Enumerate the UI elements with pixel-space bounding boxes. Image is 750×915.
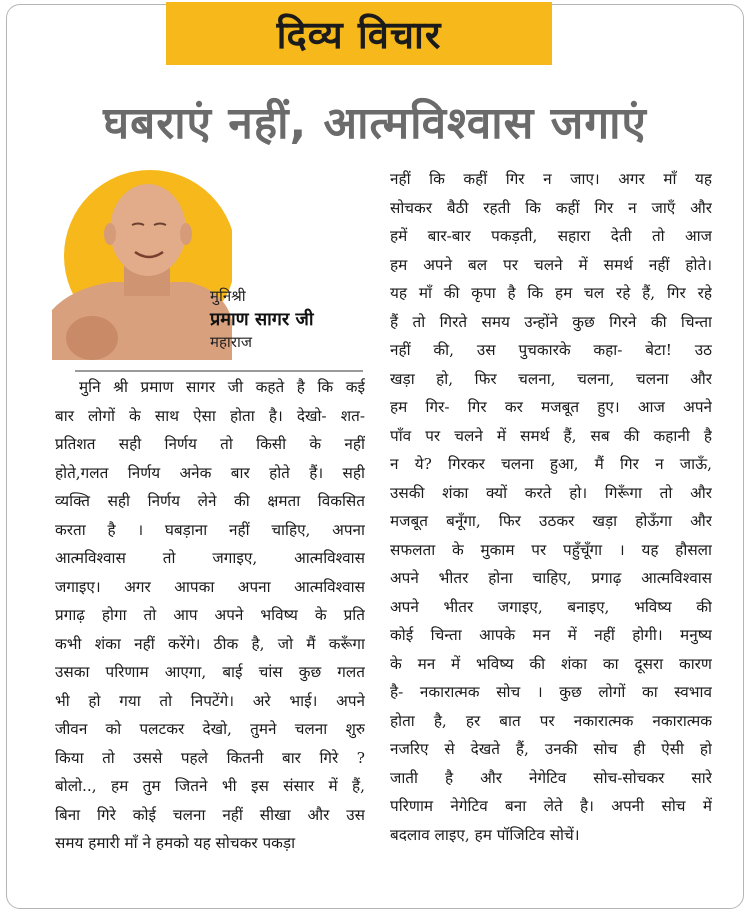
text-line: भी हो गया तो निपटेंगे। अरे भाई। अपने xyxy=(55,691,365,710)
text-line: पाँव पर चलने में समर्थ हैं, सब की कहानी है xyxy=(390,426,712,445)
text-line: प्रगाढ़ होगा तो आप अपने भविष्य के प्रति xyxy=(55,606,365,624)
author-photo xyxy=(52,170,232,360)
text-line: बार लोगों के साथ ऐसा होता है। देखो- शत- xyxy=(55,406,365,425)
text-line: हम गिर- गिर कर मजबूत हुए। आज अपने xyxy=(390,398,712,416)
left-text-column xyxy=(55,373,365,858)
text-line: न ये? गिरकर चलना हुआ, मैं गिर न जाऊँ, xyxy=(390,455,712,473)
text-line: सोचकर बैठी रहती कि कहीं गिर न जाएँ और xyxy=(390,198,712,217)
text-line: नजरिए से देखते हैं, उनकी सोच ही ऐसी हो xyxy=(390,740,712,758)
text-line: उसका परिणाम आएगा, बाई चांस कुछ गलत xyxy=(55,663,365,681)
text-line: होते,गलत निर्णय अनेक बार होते हैं। सही xyxy=(55,463,365,482)
right-ear xyxy=(180,223,192,245)
text-line: खड़ा हो, फिर चलना, चलना, चलना और xyxy=(390,369,712,388)
text-line: आत्मविश्वास तो जगाइए, आत्मविश्वास xyxy=(55,549,365,567)
text-line: है- नकारात्मक सोच । कुछ लोगों का स्वभाव xyxy=(390,683,712,701)
text-line: उसकी शंका क्यों करते हो। गिरूँगा तो और xyxy=(390,483,712,502)
right-text-column xyxy=(390,165,712,849)
text-line: प्रतिशत सही निर्णय तो किसी के नहीं xyxy=(55,435,365,453)
caption-honorific: महाराज xyxy=(210,333,252,351)
article-headline: घबराएं नहीं, आत्मविश्वास जगाएं xyxy=(103,98,647,149)
text-line: यह माँ की कृपा है कि हम चल रहे हैं, गिर रहे xyxy=(390,284,712,302)
text-line: व्यक्ति सही निर्णय लेने की क्षमता विकसित xyxy=(55,492,365,510)
text-line: मुनि श्री प्रमाण सागर जी कहते है कि कई xyxy=(79,378,365,396)
text-line: अपने भीतर जगाइए, बनाइए, भविष्य की xyxy=(390,597,712,616)
text-line: समय हमारी माँ ने हमको यह सोचकर पकड़ा xyxy=(55,834,296,852)
text-line: हैं तो गिरते समय उन्होंने कुछ गिरने की चिन्ता xyxy=(390,312,712,331)
text-line: नहीं कि कहीं गिर न जाए। अगर माँ यह xyxy=(390,170,712,188)
caption-title: मुनिश्री xyxy=(210,287,246,305)
text-line: हमें बार-बार पकड़ती, सहारा देती तो आज xyxy=(390,227,712,245)
text-line: बिना गिरे कोई चलना नहीं सीखा और उस xyxy=(55,805,365,824)
section-kicker: दिव्य विचार xyxy=(166,2,552,65)
text-line: अपने भीतर होना चाहिए, प्रगाढ़ आत्मविश्वास xyxy=(390,569,712,587)
text-line: मजबूत बनूँगा, फिर उठकर खड़ा होऊँगा और xyxy=(390,512,712,530)
text-line: जाती है और नेगेटिव सोच-सोचकर सारे xyxy=(390,768,712,787)
text-line: हम अपने बल पर चलने में समर्थ नहीं होते। xyxy=(390,255,712,274)
text-line: करता है । घबड़ाना नहीं चाहिए, अपना xyxy=(55,520,365,539)
text-line: जीवन को पलटकर देखो, तुमने चलना शुरु xyxy=(55,720,365,738)
head-shape xyxy=(110,184,186,276)
text-line: के मन में भविष्य की शंका का दूसरा कारण xyxy=(390,654,712,673)
text-line: होता है, हर बात पर नकारात्मक नकारात्मक xyxy=(390,711,712,730)
text-line: किया तो उससे पहले कितनी बार गिरे ? xyxy=(55,748,365,767)
text-line: कभी शंका नहीं करेंगे। ठीक है, जो मैं करूँगा xyxy=(55,634,365,653)
text-line: सफलता के मुकाम पर पहुँचूँगा । यह हौसला xyxy=(390,540,712,559)
text-line: जगाइए। अगर आपका अपना आत्मविश्वास xyxy=(55,577,365,596)
portrait-image xyxy=(52,170,232,360)
left-arm xyxy=(66,316,118,360)
text-line: परिणाम नेगेटिव बना लेते है। अपनी सोच में xyxy=(390,797,712,815)
column-divider-rule xyxy=(75,370,363,372)
text-line: बोलो.., हम तुम जितने भी इस संसार में हैं, xyxy=(55,777,365,795)
left-ear xyxy=(104,223,116,245)
text-line: कोई चिन्ता आपके मन में नहीं होगी। मनुष्य xyxy=(390,626,712,644)
text-line: नहीं की, उस पुचकारके कहा- बेटा! उठ xyxy=(390,341,712,359)
text-line: बदलाव लाइए, हम पॉजिटिव सोचें। xyxy=(390,825,580,844)
photo-caption xyxy=(210,285,314,354)
caption-name: प्रमाण सागर जी xyxy=(210,309,314,330)
